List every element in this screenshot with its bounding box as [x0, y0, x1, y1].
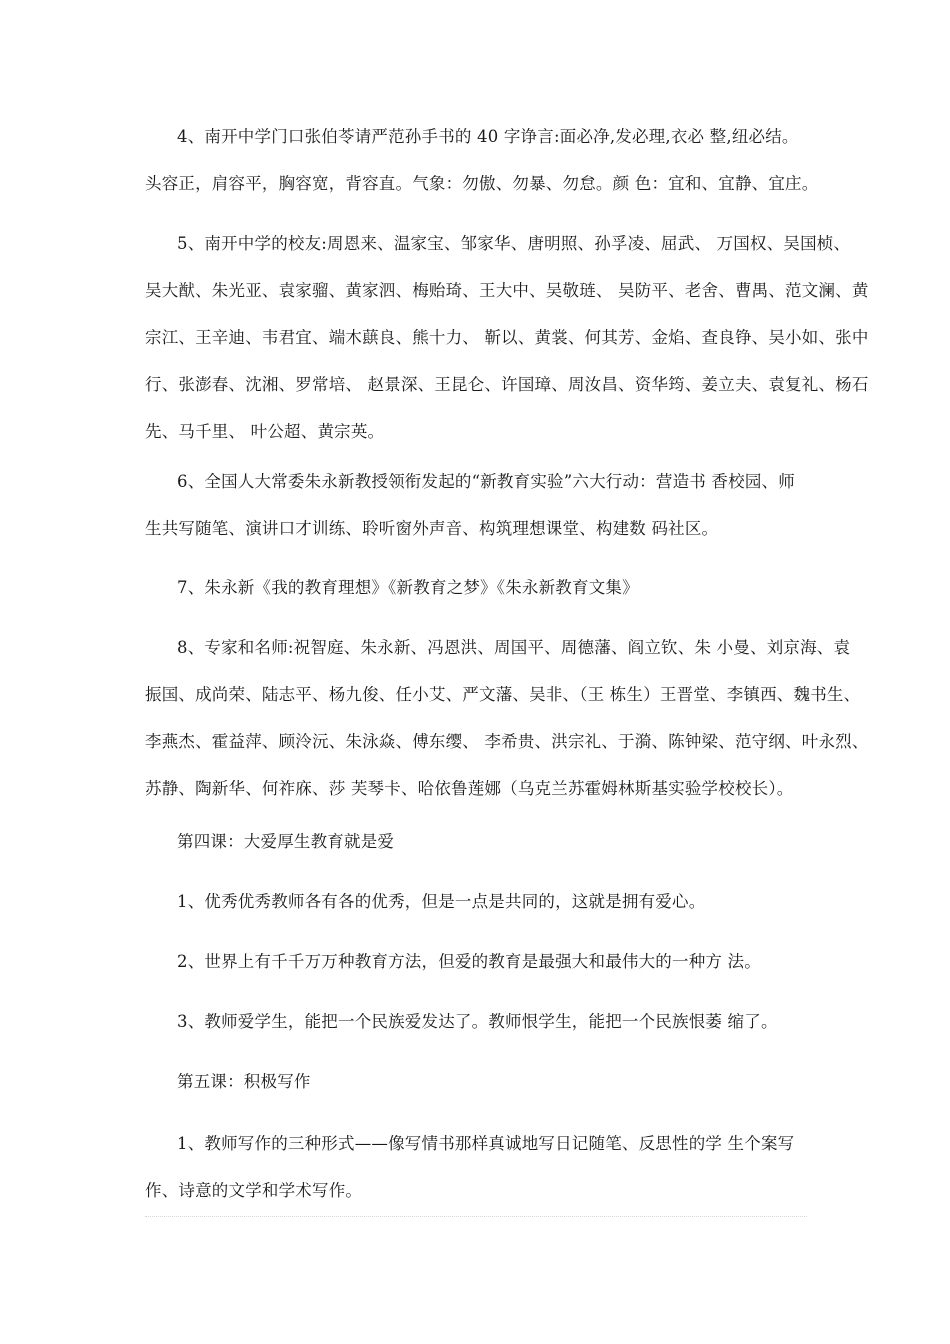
- paragraph-experts: [145, 624, 869, 812]
- paragraph-zhu-yongxin-books: [145, 564, 815, 611]
- lesson-four-point-2: [145, 938, 815, 985]
- lesson-four-point-3: [145, 998, 815, 1045]
- text-line: 5、南开中学的校友:周恩来、温家宝、邹家华、唐明照、孙孚凌、屈武、 万国权、吴国桢、: [177, 234, 851, 253]
- text-line: 2、世界上有千千万万种教育方法，但爱的教育是最强大和最伟大的一种方 法。: [177, 952, 761, 971]
- text-line: 生共写随笔、演讲口才训练、聆听窗外声音、构筑理想课堂、构建数 码社区。: [145, 519, 719, 538]
- text-line: 3、教师爱学生，能把一个民族爱发达了。教师恨学生，能把一个民族恨萎 缩了。: [177, 1012, 778, 1031]
- text-line: 8、专家和名师:祝智庭、朱永新、冯恩洪、周国平、周德藩、阎立钦、朱 小曼、刘京海、袁: [177, 638, 851, 657]
- text-line: 吴大猷、朱光亚、袁家骝、黄家泗、梅贻琦、王大中、吴敬琏、 吴防平、老舍、曹禺、范文澜、黄: [145, 281, 869, 300]
- lesson-five-point-1: [145, 1120, 815, 1214]
- paragraph-nankai-alumni: [145, 220, 869, 455]
- lesson-four-point-1: [145, 878, 815, 925]
- text-line: 第五课：积极写作: [177, 1072, 311, 1091]
- text-line: 7、朱永新《我的教育理想》《新教育之梦》《朱永新教育文集》: [177, 578, 639, 597]
- text-line: 作、诗意的文学和学术写作。: [145, 1181, 363, 1200]
- paragraph-nankai-motto: [145, 113, 819, 207]
- text-line: 头容正，肩容平，胸容宽，背容直。气象：勿傲、勿暴、勿怠。颜 色：宜和、宜静、宜庄。: [145, 174, 819, 193]
- text-line: 先、马千里、 叶公超、黄宗英。: [145, 422, 385, 441]
- text-line: 1、教师写作的三种形式——像写情书那样真诚地写日记随笔、反思性的学 生个案写: [177, 1134, 795, 1153]
- page-divider: [145, 1216, 807, 1217]
- text-line: 行、张澎春、沈湘、罗常培、 赵景深、王昆仑、许国璋、周汝昌、资华筠、姜立夫、袁复礼、杨石: [145, 375, 869, 394]
- lesson-five-heading: [145, 1058, 815, 1105]
- text-line: 李燕杰、霍益萍、顾泠沅、朱泳焱、傅东缨、 李希贵、洪宗礼、于漪、陈钟梁、范守纲、叶永烈、: [145, 732, 869, 751]
- paragraph-new-education-actions: [145, 458, 815, 552]
- text-line: 振国、成尚荣、陆志平、杨九俊、任小艾、严文藩、吴非、（王 栋生）王晋堂、李镇西、魏书生、: [145, 685, 861, 704]
- text-line: 6、全国人大常委朱永新教授领衔发起的“新教育实验”六大行动：营造书 香校园、师: [177, 472, 795, 491]
- text-line: 苏静、陶新华、何祚庥、莎 芙琴卡、哈依鲁莲娜（乌克兰苏霍姆林斯基实验学校校长）。: [145, 779, 794, 798]
- text-line: 宗江、王辛迪、韦君宜、端木蕻良、熊十力、 靳以、黄裳、何其芳、金焰、查良铮、吴小如、张中: [145, 328, 869, 347]
- text-line: 1、优秀优秀教师各有各的优秀，但是一点是共同的，这就是拥有爱心。: [177, 892, 706, 911]
- text-line: 4、南开中学门口张伯苓请严范孙手书的 40 字诤言:面必净,发必理,衣必 整,纽必结。: [177, 127, 799, 146]
- text-line: 第四课：大爱厚生教育就是爱: [177, 832, 395, 851]
- lesson-four-heading: [145, 818, 815, 865]
